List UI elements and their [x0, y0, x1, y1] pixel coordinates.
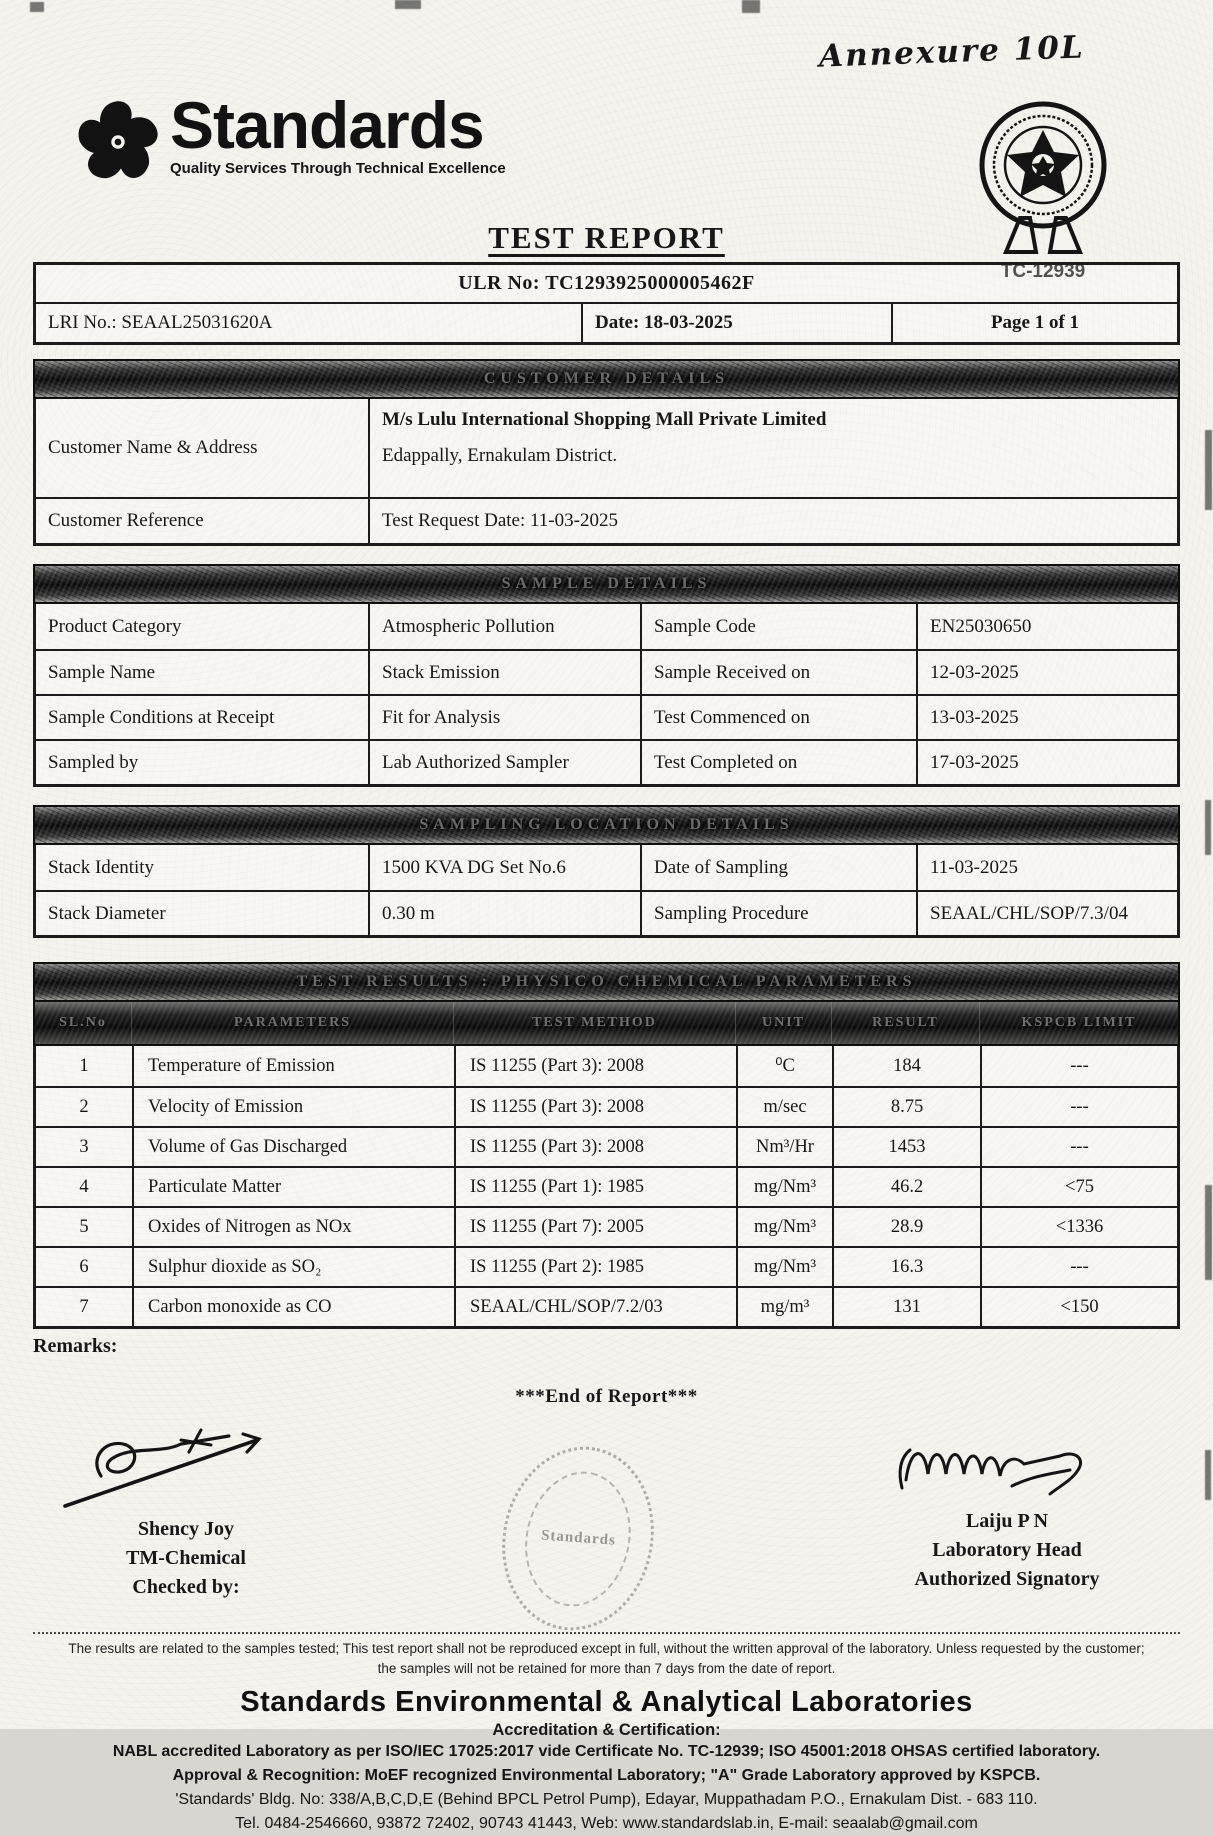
checked-by-role: TM-Chemical: [126, 1547, 246, 1569]
result-value: 46.2: [832, 1168, 980, 1206]
test-results-section: [33, 962, 1180, 1329]
ulr-number: ULR No: TC1293925000005462F: [458, 272, 755, 294]
stack-label: Date of Sampling: [640, 845, 916, 890]
result-limit: <75: [980, 1168, 1177, 1206]
result-method: IS 11255 (Part 2): 1985: [454, 1248, 736, 1286]
sampling-location-band: SAMPLING LOCATION DETAILS: [33, 805, 1180, 845]
stack-label: Sampling Procedure: [640, 892, 916, 935]
sample-label: Test Completed on: [640, 741, 916, 784]
result-limit: ---: [980, 1046, 1177, 1086]
test-results-band: TEST RESULTS : PHYSICO CHEMICAL PARAMETERS: [33, 962, 1180, 1002]
sample-details-section: [33, 564, 1180, 787]
authorized-signature-icon: [892, 1424, 1122, 1502]
result-parameter: Oxides of Nitrogen as NOx: [132, 1208, 454, 1246]
result-slno: 3: [79, 1136, 89, 1157]
result-parameter: Temperature of Emission: [132, 1046, 454, 1086]
result-unit: m/sec: [736, 1088, 832, 1126]
scan-artifact: [1205, 430, 1212, 510]
stack-label: Stack Diameter: [48, 902, 166, 924]
stack-value: SEAAL/CHL/SOP/7.3/04: [916, 892, 1177, 935]
result-unit: mg/Nm³: [736, 1248, 832, 1286]
remarks-label: Remarks:: [33, 1335, 118, 1357]
result-row: [36, 1166, 1177, 1206]
customer-details-section: [33, 359, 1180, 546]
result-parameter: Volume of Gas Discharged: [132, 1128, 454, 1166]
sample-value: 13-03-2025: [916, 696, 1177, 739]
report-body: [33, 262, 1180, 1836]
result-limit: ---: [980, 1128, 1177, 1166]
result-value: 1453: [832, 1128, 980, 1166]
scan-artifact: [742, 0, 760, 13]
result-limit: ---: [980, 1088, 1177, 1126]
logo-wordmark: Standards: [170, 88, 484, 162]
stack-row: [36, 845, 1177, 890]
customer-name: M/s Lulu International Shopping Mall Private Limited: [382, 409, 827, 430]
report-date: Date: 18-03-2025: [581, 304, 891, 342]
stack-value: 11-03-2025: [916, 845, 1177, 890]
result-slno: 2: [79, 1096, 89, 1117]
result-row: [36, 1086, 1177, 1126]
sample-value: Stack Emission: [368, 651, 640, 694]
result-slno: 7: [79, 1296, 89, 1317]
sample-value: 12-03-2025: [916, 651, 1177, 694]
col-header-test-method: TEST METHOD: [453, 1002, 735, 1044]
page-indicator: Page 1 of 1: [891, 304, 1177, 342]
signature-zone: [33, 1418, 1180, 1630]
sample-value: Atmospheric Pollution: [368, 604, 640, 649]
result-slno: 4: [79, 1176, 89, 1197]
sample-label: Sample Code: [640, 604, 916, 649]
lri-number: LRI No.: SEAAL25031620A: [48, 312, 273, 333]
sample-row: [36, 739, 1177, 784]
customer-address: Edappally, Ernakulam District.: [382, 445, 618, 466]
report-footer: [33, 1632, 1180, 1836]
result-method: SEAAL/CHL/SOP/7.2/03: [454, 1288, 736, 1326]
customer-name-label: Customer Name & Address: [48, 437, 258, 458]
result-method: IS 11255 (Part 3): 2008: [454, 1046, 736, 1086]
result-parameter: Velocity of Emission: [132, 1088, 454, 1126]
sample-row: [36, 604, 1177, 649]
customer-reference-value: Test Request Date: 11-03-2025: [368, 499, 1177, 543]
footer-disclaimer: The results are related to the samples tested; This test report shall not be reproduced except in full, without the written approval of the laboratory. Unless requested by the customer; the samples will not be retained for more than 7 days from the date of report.: [68, 1641, 1145, 1676]
stamp-text: Standards: [540, 1527, 616, 1549]
lab-round-stamp: [485, 1432, 670, 1644]
col-header-unit: UNIT: [735, 1002, 831, 1044]
result-row: [36, 1126, 1177, 1166]
end-of-report-marker: ***End of Report***: [515, 1386, 698, 1407]
result-method: IS 11255 (Part 7): 2005: [454, 1208, 736, 1246]
scan-artifact: [395, 0, 421, 9]
authorized-signatory-block: [882, 1424, 1132, 1594]
result-slno: 6: [79, 1256, 89, 1277]
scan-artifact: [1205, 800, 1211, 855]
accreditation-heading: Accreditation & Certification:: [492, 1721, 721, 1740]
checked-by-name: Shency Joy: [137, 1518, 235, 1540]
result-row: [36, 1286, 1177, 1326]
stack-row: [36, 890, 1177, 935]
result-value: 184: [832, 1046, 980, 1086]
stack-value: 0.30 m: [368, 892, 640, 935]
footer-line-nabl: NABL accredited Laboratory as per ISO/IEC 17025:2017 vide Certificate No. TC-12939; ISO 45001:2018 OHSAS certified laboratory.: [112, 1743, 1101, 1761]
result-method: IS 11255 (Part 3): 2008: [454, 1128, 736, 1166]
result-row: [36, 1046, 1177, 1086]
result-limit: <1336: [980, 1208, 1177, 1246]
result-row: [36, 1206, 1177, 1246]
sample-label: Product Category: [48, 615, 182, 637]
col-header-parameters: PARAMETERS: [131, 1002, 453, 1044]
stack-value: 1500 KVA DG Set No.6: [368, 845, 640, 890]
result-value: 8.75: [832, 1088, 980, 1126]
col-header-result: RESULT: [831, 1002, 979, 1044]
result-unit: mg/m³: [736, 1288, 832, 1326]
sample-details-band: SAMPLE DETAILS: [33, 564, 1180, 604]
report-meta-table: [33, 262, 1180, 345]
standards-logo: [70, 88, 506, 195]
sample-label: Sample Name: [48, 661, 156, 683]
logo-tagline: Quality Services Through Technical Excellence: [170, 159, 506, 177]
sample-row: [36, 694, 1177, 739]
seal-certificate-code: TC-12939: [1000, 261, 1086, 282]
result-value: 16.3: [832, 1248, 980, 1286]
sample-row: [36, 649, 1177, 694]
lab-round-stamp-inner: [513, 1461, 643, 1616]
sample-label: Sampled by: [48, 751, 139, 773]
scan-artifact: [30, 2, 44, 12]
result-parameter: Sulphur dioxide as SO₂: [132, 1248, 454, 1286]
result-unit: Nm³/Hr: [736, 1128, 832, 1166]
footer-line-contact: Tel. 0484-2546660, 93872 72402, 90743 41443, Web: www.standardslab.in, E-mail: seaalab@gmail.com: [235, 1815, 978, 1833]
sample-value: Lab Authorized Sampler: [368, 741, 640, 784]
scan-artifact: [1205, 1450, 1211, 1500]
authorized-name: Laiju P N: [965, 1510, 1049, 1532]
result-method: IS 11255 (Part 1): 1985: [454, 1168, 736, 1206]
authorized-role: Laboratory Head: [932, 1539, 1082, 1561]
footer-line-approval: Approval & Recognition: MoEF recognized Environmental Laboratory; "A" Grade Laboratory approved by KSPCB.: [172, 1767, 1041, 1785]
customer-details-band: CUSTOMER DETAILS: [33, 359, 1180, 399]
result-unit: mg/Nm³: [736, 1168, 832, 1206]
sample-label: Sample Received on: [640, 651, 916, 694]
checked-by-label: Checked by:: [132, 1576, 240, 1598]
result-unit: ⁰C: [736, 1046, 832, 1086]
results-header-row: [33, 1002, 1180, 1046]
report-title: TEST REPORT: [488, 220, 725, 255]
result-value: 131: [832, 1288, 980, 1326]
result-parameter: Carbon monoxide as CO: [132, 1288, 454, 1326]
sample-label: Sample Conditions at Receipt: [48, 706, 275, 728]
result-row: [36, 1246, 1177, 1286]
col-header-slno: SL.No: [59, 1015, 107, 1030]
checked-by-signature-icon: [61, 1418, 311, 1510]
result-slno: 5: [79, 1216, 89, 1237]
pinwheel-logo-icon: [70, 94, 166, 195]
result-method: IS 11255 (Part 3): 2008: [454, 1088, 736, 1126]
result-limit: <150: [980, 1288, 1177, 1326]
sample-value: EN25030650: [916, 604, 1177, 649]
stack-label: Stack Identity: [48, 856, 155, 878]
customer-reference-label: Customer Reference: [48, 510, 204, 531]
customer-name-value: [368, 399, 1177, 497]
sample-value: Fit for Analysis: [368, 696, 640, 739]
sample-label: Test Commenced on: [640, 696, 916, 739]
col-header-kspcb-limit: KSPCB LIMIT: [979, 1002, 1178, 1044]
footer-line-address: 'Standards' Bldg. No: 338/A,B,C,D,E (Behind BPCL Petrol Pump), Edayar, Muppathadam P.O., Ernakulam Dist. - 683 110.: [175, 1791, 1038, 1809]
result-unit: mg/Nm³: [736, 1208, 832, 1246]
result-slno: 1: [79, 1055, 89, 1076]
sampling-location-section: [33, 805, 1180, 938]
laboratory-name: Standards Environmental & Analytical Laboratories: [240, 1686, 973, 1719]
scan-artifact: [1205, 1185, 1212, 1280]
checked-by-signature-block: [61, 1418, 311, 1602]
sample-value: 17-03-2025: [916, 741, 1177, 784]
handwritten-annexure-note: Annexure 10L: [818, 29, 1086, 75]
authorized-signatory-label: Authorized Signatory: [914, 1568, 1100, 1590]
result-value: 28.9: [832, 1208, 980, 1246]
result-limit: ---: [980, 1248, 1177, 1286]
result-parameter: Particulate Matter: [132, 1168, 454, 1206]
